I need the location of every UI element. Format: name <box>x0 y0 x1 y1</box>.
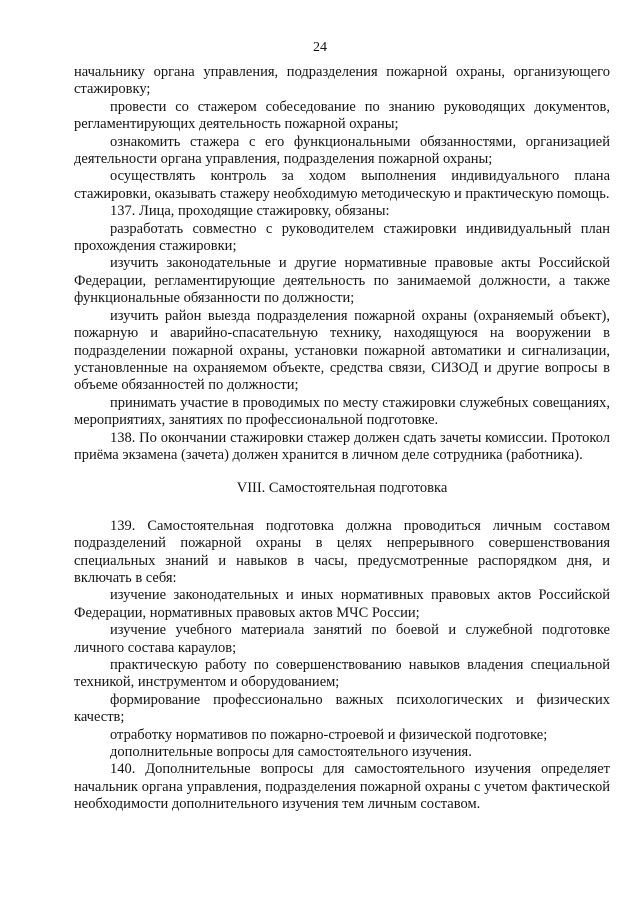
paragraph: провести со стажером собеседование по знанию руководящих документов, регламентирующих деятельность пожарной охраны; <box>74 98 610 133</box>
paragraph: изучение законодательных и иных нормативных правовых актов Российской Федерации, нормативных правовых актов МЧС России; <box>74 587 610 621</box>
paragraph: практическую работу по совершенствованию навыков владения специальной техникой, инструментом и оборудованием; <box>74 657 610 691</box>
paragraph: 140. Дополнительные вопросы для самостоятельного изучения определяет начальник органа управления, подразделения пожарной охраны с учетом фактической необходимости дополнительного изучения тем личным составом. <box>74 761 610 813</box>
paragraph: начальнику органа управления, подразделения пожарной охраны, организующего стажировку; <box>74 64 610 98</box>
paragraph: разработать совместно с руководителем стажировки индивидуальный план прохождения стажировки; <box>74 220 610 255</box>
paragraph: отработку нормативов по пожарно-строевой и физической подготовке; <box>110 726 548 743</box>
paragraph: изучить законодательные и другие нормативные правовые акты Российской Федерации, регламентирующие деятельность по занимаемой должности, а также функциональные обязанности по должности; <box>74 255 610 307</box>
paragraph: 139. Самостоятельная подготовка должна проводиться личным составом подразделений пожарной охраны в целях непрерывного совершенствования специальных знаний и навыков в часы, предусмотренные распорядком дня, и включать в себя: <box>74 517 610 586</box>
section-heading: VIII. Самостоятельная подготовка <box>236 480 448 497</box>
paragraph: формирование профессионально важных психологических и физических качеств; <box>74 691 610 726</box>
paragraph: изучить район выезда подразделения пожарной охраны (охраняемый объект), пожарную и аварийно-спасательную технику, находящуюся на вооружении в подразделении пожарной охраны, установки пожарной автоматики и сигнализации, установленные на охраняемом объекте, средства связи, СИЗОД и другие вопросы в объеме обязанностей по должности; <box>74 307 610 394</box>
paragraph: 137. Лица, проходящие стажировку, обязаны: <box>110 203 390 220</box>
page-number: 24 <box>313 40 327 55</box>
paragraph: ознакомить стажера с его функциональными обязанностями, организацией деятельности органа управления, подразделения пожарной охраны; <box>74 133 610 168</box>
paragraph: осуществлять контроль за ходом выполнения индивидуального плана стажировки, оказывать стажеру необходимую методическую и практическую помощь. <box>74 168 610 202</box>
paragraph: 138. По окончании стажировки стажер должен сдать зачеты комиссии. Протокол приёма экзамена (зачета) должен хранится в личном деле сотрудника (работника). <box>74 429 610 463</box>
document-body <box>74 64 610 814</box>
paragraph: дополнительные вопросы для самостоятельного изучения. <box>110 744 472 761</box>
paragraph: изучение учебного материала занятий по боевой и служебной подготовке личного состава караулов; <box>74 622 610 656</box>
paragraph: принимать участие в проводимых по месту стажировки служебных совещаниях, мероприятиях, занятиях по профессиональной подготовке. <box>74 394 610 429</box>
